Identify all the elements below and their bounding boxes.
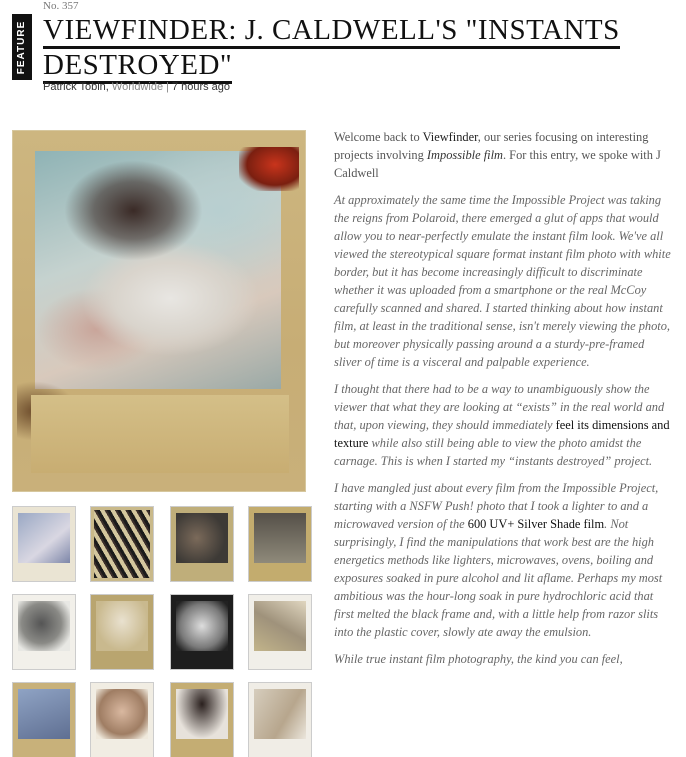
gallery-thumbnail[interactable] (12, 506, 76, 582)
impossible-film-text: Impossible film (426, 148, 503, 162)
byline-separator: | (166, 81, 169, 93)
polaroid-frame-bottom (31, 395, 289, 473)
gallery-thumbnail[interactable] (12, 682, 76, 757)
intro-paragraph: Welcome back to Viewfinder, our series focusing on interesting projects involving Impossible film. For this entry, we spoke with J Caldwell (334, 130, 661, 180)
gallery-thumbnail[interactable] (248, 594, 312, 670)
article-title[interactable] (43, 14, 663, 84)
byline: Patrick Tobin, Worldwide | 7 hours ago (43, 81, 231, 93)
gallery-thumbnail[interactable] (248, 506, 312, 582)
feel-dimensions-link[interactable]: feel its dimensions and texture (334, 418, 670, 450)
gallery-thumbnail[interactable] (170, 682, 234, 757)
gallery-thumbnail[interactable] (90, 594, 154, 670)
author-link[interactable]: Patrick Tobin (43, 81, 106, 93)
silver-shade-film-link[interactable]: 600 UV+ Silver Shade film (467, 517, 605, 531)
quote-paragraph: I have mangled just about every film from the Impossible Project, starting with a NSFW Push! photo that I took a lighter to and a microwaved version of the 600 UV+ Silver Shade film. Not surprisingly, I find the manipulations that work best are the high energetics methods like lighters, microwaves, ovens, boiling and exposures soaked in pure alcohol and lit aflame. Perhaps my most ambitious was the hour-long soak in pure hydrochloric acid that first melted the black frame and, with a little help from razor slits into the plastic cover, slowly ate away the emulsion. (334, 481, 663, 639)
feature-label (12, 14, 32, 80)
timestamp: 7 hours ago (171, 81, 231, 93)
article-title-line-2[interactable]: DESTROYED" (43, 49, 232, 84)
gallery-thumbnail[interactable] (90, 682, 154, 757)
gallery-thumbnail[interactable] (90, 506, 154, 582)
gallery-thumbnail[interactable] (170, 506, 234, 582)
feature-label-text: FEATURE (16, 20, 28, 74)
location-link[interactable]: Worldwide (111, 81, 164, 93)
gallery-thumbnail[interactable] (12, 594, 76, 670)
gallery-thumbnail[interactable] (248, 682, 312, 757)
quote-paragraph: While true instant film photography, the kind you can feel, (334, 652, 623, 666)
viewfinder-link[interactable]: Viewfinder (422, 130, 478, 144)
quote-paragraph: At approximately the same time the Impossible Project was taking the reigns from Polaroid, there emerged a glut of apps that would allow you to near-perfectly emulate the instant film look. We've all viewed the stereotypical square format instant film photo with white border, but it has become increasingly difficult to discriminate whether it was uploaded from a smartphone or the real McCoy carefully scanned and shared. I started thinking about how instant film, at least in the traditional sense, isn't merely viewing the photo, but moreover physically passing around a a sturdy-pre-framed sliver of time is a visceral and palpable experience. (334, 193, 671, 369)
article-body (334, 128, 674, 677)
featured-polaroid-image[interactable] (12, 130, 306, 492)
article-title-line-1[interactable]: VIEWFINDER: J. CALDWELL'S "INSTANTS (43, 14, 620, 49)
burn-mark (239, 147, 299, 191)
issue-number: No. 357 (43, 0, 79, 12)
quote-paragraph: I thought that there had to be a way to unambiguously show the viewer that what they are looking at “exists” in the real world and that, upon viewing, they should immediately feel its dimensions and texture while also still being able to view the photo amidst the carnage. This is when I started my “instants destroyed” project. (334, 382, 670, 468)
gallery-thumbnail[interactable] (170, 594, 234, 670)
